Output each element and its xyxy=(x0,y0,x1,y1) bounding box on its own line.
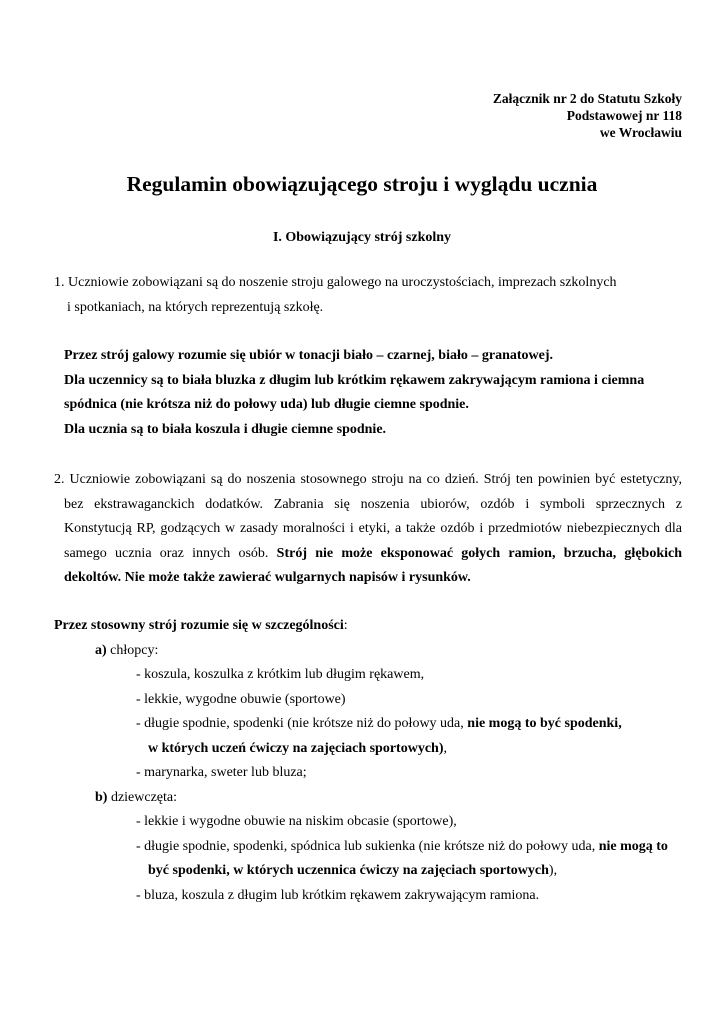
gala-definition xyxy=(64,344,692,442)
girls-label: b) xyxy=(95,789,108,805)
paragraph-2-line-5 xyxy=(54,566,682,591)
paragraph-2-line-3: Konstytucją RP, godzących w zasady moralności i etyki, a także ozdób i przedmiotów niebezpiecznych dla xyxy=(64,521,682,536)
boys-label: a) xyxy=(95,642,107,658)
boys-item-4: - marynarka, sweter lub bluza; xyxy=(136,765,307,780)
paragraph-2-line-4 xyxy=(54,542,682,567)
boys-item-3-cont-end: , xyxy=(443,740,447,756)
girls-heading xyxy=(54,786,682,811)
paragraph-1-line-2: i spotkaniach, na których reprezentują szkołę. xyxy=(67,299,324,315)
boys-text: chłopcy: xyxy=(106,642,159,658)
girls-item-2-text: - długie spodnie, spodenki, spódnica lub sukienka (nie krótsze niż do połowy uda, xyxy=(136,838,599,854)
header-line-3: we Wrocławiu xyxy=(599,125,682,140)
boys-item-3 xyxy=(54,712,682,737)
boys-item-1: - koszula, koszulka z krótkim lub długim rękawem, xyxy=(136,667,425,682)
appropriate-attire-section xyxy=(54,614,682,908)
gala-line-2: Dla uczennicy są to biała bluzka z długim lub krótkim rękawem zakrywającym ramiona i ciemna xyxy=(64,372,645,388)
paragraph-2 xyxy=(54,468,682,591)
gala-line-4: Dla ucznia są to biała koszula i długie ciemne spodnie. xyxy=(64,421,387,437)
girls-item-2-bold: nie mogą to xyxy=(598,838,668,854)
girls-item-3: - bluza, koszula z długim lub krótkim rękawem zakrywającym ramiona. xyxy=(136,887,540,903)
header-line-1: Załącznik nr 2 do Statutu Szkoły xyxy=(492,91,682,106)
attire-intro-colon: : xyxy=(343,618,348,633)
girls-item-1: - lekkie i wygodne obuwie na niskim obcasie (sportowe), xyxy=(136,814,457,829)
boys-item-2: - lekkie, wygodne obuwie (sportowe) xyxy=(136,691,346,707)
document-title: Regulamin obowiązującego stroju i wyglądu ucznia xyxy=(126,172,598,196)
gala-line-1: Przez strój galowy rozumie się ubiór w tonacji biało – czarnej, biało – granatowej. xyxy=(64,348,554,363)
boys-item-3-bold: nie mogą to być spodenki, xyxy=(467,716,622,731)
paragraph-2-line-4-text: samego ucznia oraz innych osób. xyxy=(64,545,269,561)
paragraph-2-line-4-bold: Strój nie może eksponować gołych ramion, brzucha, głębokich xyxy=(276,545,682,561)
girls-item-2 xyxy=(54,835,682,860)
girls-item-2-cont-end: ), xyxy=(548,863,558,878)
girls-text: dziewczęta: xyxy=(107,789,178,805)
boys-item-3-cont-bold: w których uczeń ćwiczy na zajęciach sportowych) xyxy=(148,740,444,756)
girls-item-2-continuation xyxy=(54,859,682,884)
paragraph-1-line-1: 1. Uczniowie zobowiązani są do noszenie stroju galowego na uroczystościach, imprezach szkolnych xyxy=(54,275,617,290)
attire-intro-bold: Przez stosowny strój rozumie się w szczególności xyxy=(54,618,344,633)
section-1-title: I. Obowiązujący strój szkolny xyxy=(272,230,452,245)
attire-intro xyxy=(54,614,682,639)
boys-item-3-continuation xyxy=(54,737,682,762)
paragraph-1 xyxy=(54,271,682,320)
paragraph-2-line-2: bez ekstrawaganckich dodatków. Zabrania się noszenia ubiorów, ozdób i symboli sprzecznych z xyxy=(64,496,682,512)
paragraph-2-line-1: 2. Uczniowie zobowiązani są do noszenia stosownego stroju na co dzień. Strój ten powinien być estetyczny, xyxy=(54,472,682,487)
annex-header xyxy=(493,90,682,141)
girls-item-2-cont-bold: być spodenki, w których uczennica ćwiczy na zajęciach sportowych xyxy=(148,863,549,878)
header-line-2: Podstawowej nr 118 xyxy=(566,108,682,123)
paragraph-2-line-5-bold: dekoltów. Nie może także zawierać wulgarnych napisów i rysunków. xyxy=(64,570,471,585)
boys-heading xyxy=(54,639,682,664)
gala-line-3: spódnica (nie krótsza niż do połowy uda) lub długie ciemne spodnie. xyxy=(64,397,469,412)
boys-item-3-text: - długie spodnie, spodenki (nie krótsze niż do połowy uda, xyxy=(136,716,468,731)
